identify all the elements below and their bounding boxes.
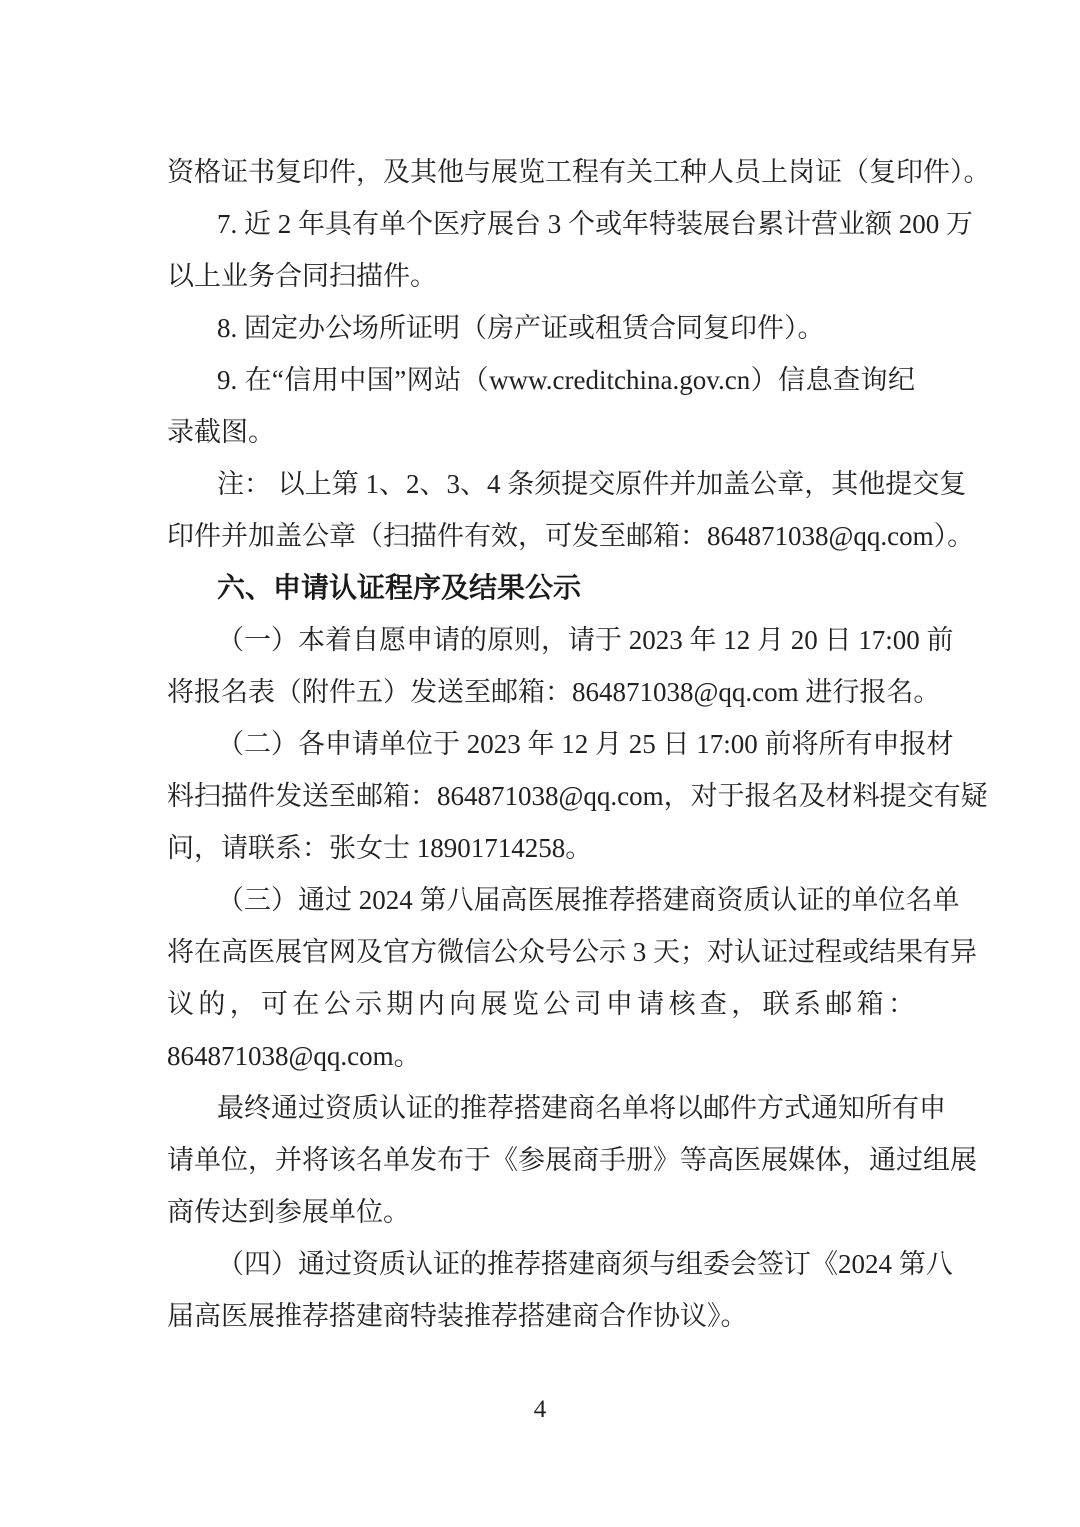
document-line: 录截图。 xyxy=(167,417,275,447)
document-line: 料扫描件发送至邮箱：864871038@qq.com，对于报名及材料提交有疑 xyxy=(167,781,988,811)
document-line: （四）通过资质认证的推荐搭建商须与组委会签订《2024 第八 xyxy=(217,1249,953,1279)
document-line: 请单位，并将该名单发布于《参展商手册》等高医展媒体，通过组展 xyxy=(167,1145,977,1175)
document-line: 8. 固定办公场所证明（房产证或租赁合同复印件）。 xyxy=(217,313,825,343)
document-line: 注： 以上第 1、2、3、4 条须提交原件并加盖公章，其他提交复 xyxy=(217,469,967,499)
document-line: 864871038@qq.com。 xyxy=(167,1041,421,1071)
document-line: 将报名表（附件五）发送至邮箱：864871038@qq.com 进行报名。 xyxy=(167,677,941,707)
document-line: 印件并加盖公章（扫描件有效，可发至邮箱：864871038@qq.com）。 xyxy=(167,521,975,551)
document-line: （一）本着自愿申请的原则，请于 2023 年 12 月 20 日 17:00 前 xyxy=(217,625,954,655)
document-line: 以上业务合同扫描件。 xyxy=(167,261,437,291)
document-line: 资格证书复印件，及其他与展览工程有关工种人员上岗证（复印件）。 xyxy=(167,157,991,187)
document-line: 9. 在“信用中国”网站（www.creditchina.gov.cn）信息查询纪 xyxy=(217,365,915,395)
document-line: 最终通过资质认证的推荐搭建商名单将以邮件方式通知所有申 xyxy=(217,1093,946,1123)
document-line: （三）通过 2024 第八届高医展推荐搭建商资质认证的单位名单 xyxy=(217,885,960,915)
document-line: （二）各申请单位于 2023 年 12 月 25 日 17:00 前将所有申报材 xyxy=(217,729,954,759)
document-line: 问，请联系：张女士 18901714258。 xyxy=(167,833,593,863)
document-line: 议的，可在公示期内向展览公司申请核查，联系邮箱： xyxy=(167,989,915,1019)
section-heading: 六、申请认证程序及结果公示 xyxy=(217,572,582,603)
document-line: 将在高医展官网及官方微信公众号公示 3 天；对认证过程或结果有异 xyxy=(167,937,977,967)
page-number: 4 xyxy=(533,1396,547,1423)
document-line: 商传达到参展单位。 xyxy=(167,1197,410,1227)
document-line: 7. 近 2 年具有单个医疗展台 3 个或年特装展台累计营业额 200 万 xyxy=(217,209,973,239)
document-line: 届高医展推荐搭建商特装推荐搭建商合作协议》。 xyxy=(167,1301,748,1331)
text-block xyxy=(167,146,991,1342)
